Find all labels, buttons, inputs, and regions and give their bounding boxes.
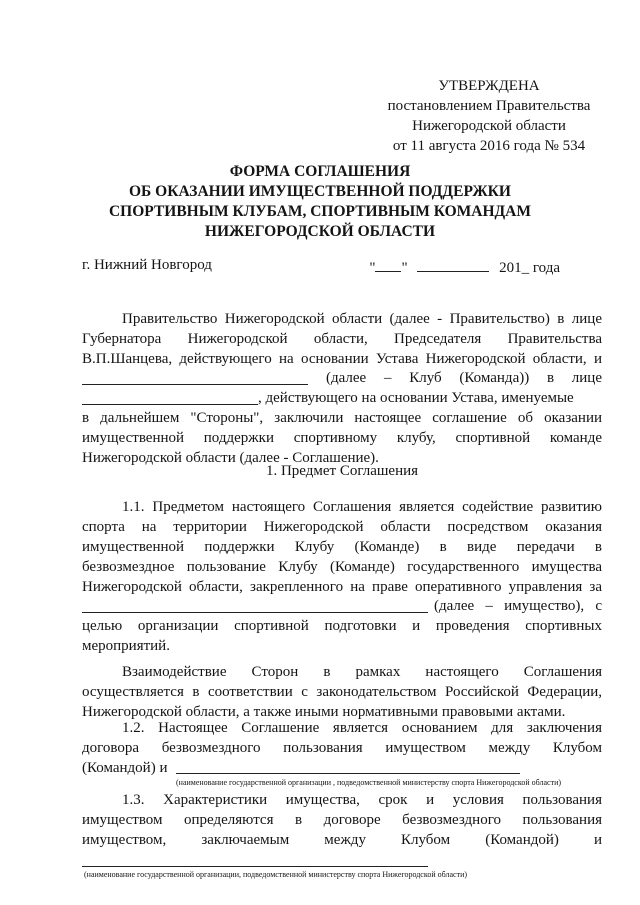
club-name-blank xyxy=(82,384,308,385)
title-line-1: ФОРМА СОГЛАШЕНИЯ xyxy=(229,163,411,180)
preamble-line: (далее – Клуб (Команда)) в лице xyxy=(326,370,602,386)
section-heading: 1. Предмет Соглашения xyxy=(265,463,419,479)
paragraph-line: 1.1. Предметом настоящего Соглашения является содействие развитию xyxy=(122,499,602,515)
paragraph-line: 1.2. Настоящее Соглашение является основанием для заключения xyxy=(122,720,602,736)
document-title xyxy=(80,162,560,242)
approval-title: УТВЕРЖДЕНА xyxy=(438,78,540,94)
preamble-line: Губернатора Нижегородской области, Председателя Правительства xyxy=(82,331,602,347)
paragraph-line: (далее – имущество), с xyxy=(434,598,602,614)
year-text: 201_ года xyxy=(499,260,560,276)
organization-name-blank-2 xyxy=(82,866,428,867)
date-field xyxy=(369,257,560,277)
approval-block xyxy=(374,76,604,156)
preamble-line: Правительство Нижегородской области (далее - Правительство) в лице xyxy=(122,311,602,327)
paragraph-line: безвозмездное пользование Клубу (Команде) государственного имущества xyxy=(82,559,602,575)
paragraph-line: (Командой) и xyxy=(82,760,168,776)
approval-date: от 11 августа 2016 года № 534 xyxy=(392,138,586,154)
paragraph-line: имущественной поддержки Клубу (Команде) в виде передачи в xyxy=(82,539,602,555)
paragraph-line: имуществом, заключаемым между Клубом (Командой) и xyxy=(82,832,602,848)
place-date-row xyxy=(82,257,600,277)
date-close-quote: " xyxy=(401,260,408,276)
date-open-quote: " xyxy=(369,260,376,276)
title-line-2: ОБ ОКАЗАНИИ ИМУЩЕСТВЕННОЙ ПОДДЕРЖКИ xyxy=(129,183,511,200)
day-blank xyxy=(375,257,401,272)
paragraph-line: осуществляется в соответствии с законодательством Российской Федерации, xyxy=(82,684,602,700)
organization-name-blank xyxy=(176,773,520,774)
place: г. Нижний Новгород xyxy=(82,257,212,273)
preamble-line: в дальнейшем "Стороны", заключили настоящее соглашение об оказании xyxy=(82,410,602,426)
title-line-3: СПОРТИВНЫМ КЛУБАМ, СПОРТИВНЫМ КОМАНДАМ xyxy=(108,203,531,220)
paragraph-line: мероприятий. xyxy=(82,638,170,654)
paragraph-line: имуществом определяются в договоре безвозмездного пользования xyxy=(82,812,602,828)
representative-blank xyxy=(82,404,258,405)
title-line-4: НИЖЕГОРОДСКОЙ ОБЛАСТИ xyxy=(204,223,436,240)
month-blank xyxy=(417,257,489,272)
preamble-line: В.П.Шанцева, действующего на основании Устава Нижегородской области, и xyxy=(82,351,602,367)
preamble-line: , действующего на основании Устава, именуемые xyxy=(258,390,574,406)
paragraph-line: 1.3. Характеристики имущества, срок и условия пользования xyxy=(122,792,602,808)
footnote-caption: (наименование государственной организации , подведомственной министерству спорта Нижегородской области) xyxy=(176,778,562,787)
approval-region: Нижегородской области xyxy=(412,118,566,134)
approval-decree: постановлением Правительства xyxy=(387,98,591,114)
paragraph-line: Взаимодействие Сторон в рамках настоящего Соглашения xyxy=(122,664,602,680)
operator-name-blank xyxy=(82,612,428,613)
paragraph-line: договора безвозмездного пользования имуществом между Клубом xyxy=(82,740,602,756)
paragraph-line: Нижегородской области, а также иными нормативными правовыми актами. xyxy=(82,704,566,720)
preamble-line: имущественной поддержки спортивному клубу, спортивной команде xyxy=(82,430,602,446)
paragraph-line: спорта на территории Нижегородской области посредством оказания xyxy=(82,519,602,535)
footnote-caption: (наименование государственной организации, подведомственной министерству спорта Нижегородской области) xyxy=(84,870,468,879)
preamble-line: Нижегородской области (далее - Соглашение). xyxy=(82,450,379,466)
paragraph-line: целью организации спортивной подготовки и проведения спортивных xyxy=(82,618,602,634)
paragraph-line: Нижегородской области, закрепленного на праве оперативного управления за xyxy=(82,579,602,595)
